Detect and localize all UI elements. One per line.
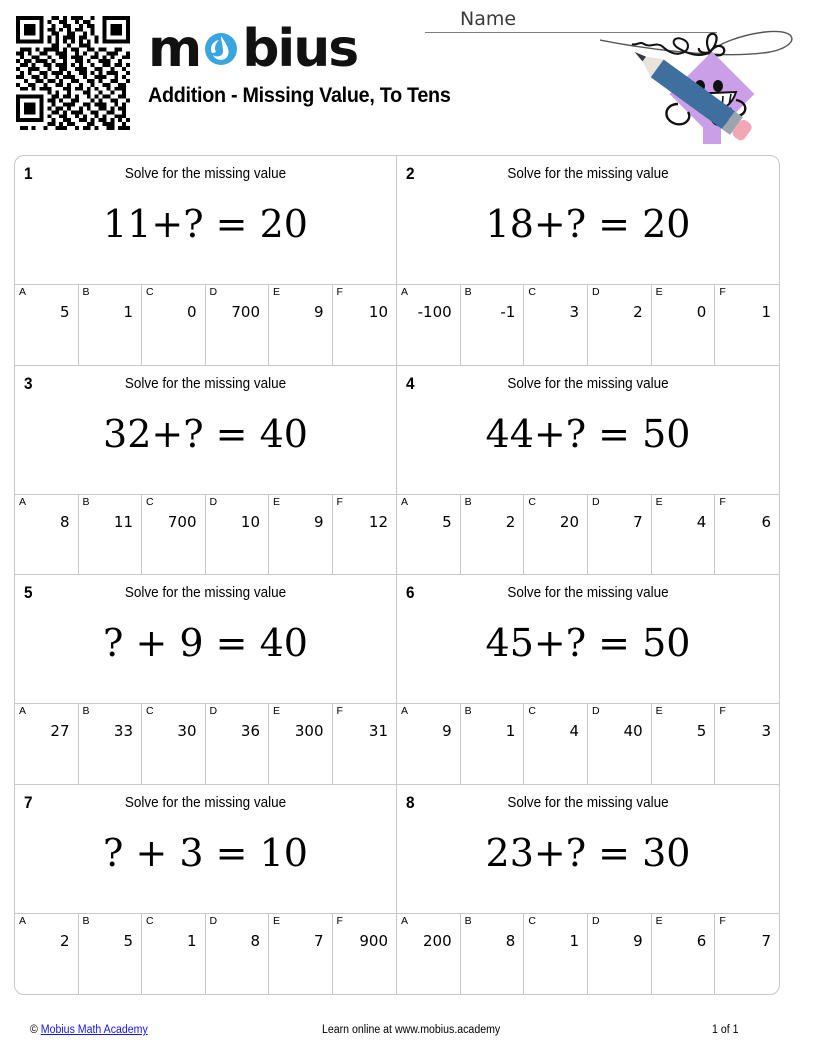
problem-number: 4 xyxy=(406,373,415,393)
answer-choice-letter: D xyxy=(209,914,218,927)
answer-choice[interactable] xyxy=(652,704,716,784)
answer-choice[interactable] xyxy=(397,704,461,784)
answer-choice-value: 0 xyxy=(186,303,197,321)
answer-choice-letter: F xyxy=(719,705,726,717)
answer-choice-letter: A xyxy=(401,286,409,298)
answer-choice-letter: A xyxy=(401,495,409,508)
answer-choice-value: 36 xyxy=(240,722,260,740)
problem-cell xyxy=(15,575,397,785)
problem-grid xyxy=(14,155,780,995)
answer-choice-row xyxy=(15,285,396,365)
answer-choice[interactable] xyxy=(652,495,716,575)
problem-cell xyxy=(397,156,779,366)
answer-choice-letter: B xyxy=(82,914,90,927)
answer-choice-value: 7 xyxy=(313,931,324,950)
answer-choice-letter: A xyxy=(401,705,409,717)
problem-prompt: Solve for the missing value xyxy=(507,794,669,811)
problem-cell xyxy=(15,785,397,995)
answer-choice-value: 5 xyxy=(123,931,133,950)
qr-code[interactable] xyxy=(16,16,130,130)
logo-text-after: bius xyxy=(242,19,358,79)
problem-number: 3 xyxy=(24,373,33,393)
answer-choice[interactable] xyxy=(206,914,270,995)
answer-choice[interactable] xyxy=(142,495,206,575)
problem-cell xyxy=(397,785,779,995)
answer-choice[interactable] xyxy=(142,704,206,784)
answer-choice-letter: A xyxy=(401,914,409,927)
answer-choice[interactable] xyxy=(269,285,333,365)
answer-choice-letter: D xyxy=(209,286,218,298)
answer-choice-letter: E xyxy=(655,286,663,298)
answer-choice-letter: D xyxy=(592,914,600,927)
problem-equation: ? + 3 = 10 xyxy=(103,830,308,875)
answer-choice[interactable] xyxy=(79,704,143,784)
answer-choice-value: 9 xyxy=(442,722,452,740)
answer-choice[interactable] xyxy=(206,495,270,575)
answer-choice[interactable] xyxy=(206,285,270,365)
answer-choice-row xyxy=(397,704,779,784)
page-footer xyxy=(0,1024,815,1048)
answer-choice[interactable] xyxy=(333,285,397,365)
answer-choice-letter: C xyxy=(146,495,154,508)
footer-page-indicator: 1 of 1 xyxy=(712,1024,739,1036)
problem-question-area xyxy=(397,785,779,914)
answer-choice-value: 12 xyxy=(368,512,388,531)
answer-choice-value: 9 xyxy=(313,303,324,321)
answer-choice[interactable] xyxy=(715,914,779,995)
answer-choice-value: 40 xyxy=(623,722,643,740)
worksheet-title: Addition - Missing Value, To Tens xyxy=(148,84,451,107)
copyright-symbol: © xyxy=(30,1024,38,1036)
problem-equation: 18+? = 20 xyxy=(485,202,691,246)
answer-choice-row xyxy=(397,495,779,575)
answer-choice[interactable] xyxy=(79,285,143,365)
answer-choice-letter: C xyxy=(528,914,536,927)
answer-choice-value: 5 xyxy=(442,512,452,531)
answer-choice[interactable] xyxy=(269,914,333,995)
answer-choice[interactable] xyxy=(15,495,79,575)
problem-number: 7 xyxy=(24,792,33,812)
answer-choice-letter: F xyxy=(719,495,726,508)
answer-choice[interactable] xyxy=(333,914,397,995)
answer-choice-letter: C xyxy=(528,495,536,508)
answer-choice-letter: C xyxy=(146,914,154,927)
answer-choice-letter: F xyxy=(336,705,343,717)
answer-choice[interactable] xyxy=(79,495,143,575)
answer-choice-letter: E xyxy=(273,705,281,717)
answer-choice-value: 1 xyxy=(186,931,197,950)
answer-choice-letter: E xyxy=(273,286,281,298)
mobius-math-academy-link[interactable]: Mobius Math Academy xyxy=(40,1024,148,1036)
answer-choice-letter: C xyxy=(146,286,154,298)
answer-choice-value: 1 xyxy=(569,931,579,950)
mascot-character-with-pencil xyxy=(600,8,815,148)
answer-choice-row xyxy=(15,495,396,575)
answer-choice[interactable] xyxy=(142,914,206,995)
answer-choice-row xyxy=(15,914,396,995)
answer-choice[interactable] xyxy=(588,285,652,365)
problem-prompt: Solve for the missing value xyxy=(124,375,287,392)
answer-choice[interactable] xyxy=(588,495,652,575)
answer-choice[interactable] xyxy=(142,285,206,365)
problem-question-area xyxy=(15,156,396,285)
answer-choice[interactable] xyxy=(206,704,270,784)
answer-choice-value: 10 xyxy=(368,303,388,321)
answer-choice[interactable] xyxy=(524,704,588,784)
problem-prompt: Solve for the missing value xyxy=(124,166,287,182)
answer-choice-letter: B xyxy=(464,286,472,298)
answer-choice-value: 9 xyxy=(313,512,324,531)
answer-choice-value: 6 xyxy=(696,931,707,950)
answer-choice-value: 11 xyxy=(113,512,133,531)
answer-choice[interactable] xyxy=(461,495,525,575)
answer-choice-value: 30 xyxy=(177,722,197,740)
problem-prompt: Solve for the missing value xyxy=(507,166,669,182)
problem-equation: 44+? = 50 xyxy=(485,411,691,456)
answer-choice-letter: D xyxy=(209,705,218,717)
answer-choice-letter: D xyxy=(209,495,218,508)
answer-choice-letter: D xyxy=(592,705,600,717)
answer-choice-value: 300 xyxy=(294,722,324,740)
problem-prompt: Solve for the missing value xyxy=(124,585,287,601)
answer-choice-value: 8 xyxy=(250,931,260,950)
problem-prompt: Solve for the missing value xyxy=(124,794,287,811)
problem-question-area xyxy=(397,156,779,285)
answer-choice-value: 33 xyxy=(113,722,133,740)
problem-prompt: Solve for the missing value xyxy=(507,585,669,601)
logo-wordmark xyxy=(148,19,358,79)
answer-choice-letter: D xyxy=(592,286,600,298)
answer-choice-letter: E xyxy=(655,914,663,927)
answer-choice-row xyxy=(397,914,779,995)
problem-question-area xyxy=(15,366,396,495)
problem-equation: 45+? = 50 xyxy=(485,621,691,665)
answer-choice[interactable] xyxy=(79,914,143,995)
answer-choice-value: 700 xyxy=(167,512,197,531)
answer-choice-letter: E xyxy=(655,495,663,508)
answer-choice-value: 1 xyxy=(761,303,771,321)
answer-choice-value: -1 xyxy=(500,303,516,321)
answer-choice-value: 6 xyxy=(761,512,771,531)
answer-choice-letter: B xyxy=(82,495,90,508)
problem-question-area xyxy=(15,575,396,704)
answer-choice-letter: F xyxy=(336,495,343,508)
answer-choice[interactable] xyxy=(652,914,716,995)
answer-choice-letter: F xyxy=(336,286,343,298)
answer-choice-value: -100 xyxy=(417,303,452,321)
footer-learn-online-text: Learn online at www.mobius.academy xyxy=(322,1024,501,1036)
answer-choice-value: 2 xyxy=(633,303,643,321)
answer-choice-value: 3 xyxy=(761,722,771,740)
answer-choice-value: 7 xyxy=(761,931,771,950)
answer-choice-value: 1 xyxy=(505,722,516,740)
answer-choice-value: 8 xyxy=(505,931,516,950)
answer-choice-letter: A xyxy=(19,914,27,927)
answer-choice[interactable] xyxy=(397,285,461,365)
answer-choice[interactable] xyxy=(652,285,716,365)
answer-choice[interactable] xyxy=(333,704,397,784)
answer-choice-value: 5 xyxy=(696,722,707,740)
problem-prompt: Solve for the missing value xyxy=(507,375,669,392)
answer-choice[interactable] xyxy=(524,914,588,995)
answer-choice-value: 4 xyxy=(696,512,707,531)
problem-equation: 23+? = 30 xyxy=(485,830,691,875)
answer-choice-value: 3 xyxy=(569,303,579,321)
answer-choice-letter: E xyxy=(273,914,281,927)
problem-question-area xyxy=(15,785,396,914)
answer-choice-letter: E xyxy=(655,705,663,717)
problem-number: 6 xyxy=(406,583,415,602)
answer-choice-letter: D xyxy=(592,495,600,508)
answer-choice-value: 10 xyxy=(240,512,260,531)
answer-choice-value: 9 xyxy=(633,931,643,950)
answer-choice-letter: F xyxy=(336,914,343,927)
answer-choice-letter: F xyxy=(719,914,726,927)
problem-number: 2 xyxy=(406,164,415,183)
answer-choice-letter: E xyxy=(273,495,281,508)
answer-choice-value: 200 xyxy=(423,931,452,950)
footer-copyright xyxy=(30,1024,148,1036)
answer-choice[interactable] xyxy=(524,495,588,575)
problem-number: 1 xyxy=(24,164,33,183)
answer-choice[interactable] xyxy=(715,495,779,575)
answer-choice[interactable] xyxy=(588,914,652,995)
answer-choice-value: 4 xyxy=(569,722,579,740)
problem-number: 5 xyxy=(24,583,33,602)
answer-choice[interactable] xyxy=(15,704,79,784)
answer-choice[interactable] xyxy=(588,704,652,784)
problem-equation: 32+? = 40 xyxy=(103,411,308,456)
answer-choice-value: 5 xyxy=(59,303,70,321)
problem-equation: ? + 9 = 40 xyxy=(103,621,308,665)
answer-choice-value: 1 xyxy=(123,303,133,321)
page-header xyxy=(0,0,815,148)
answer-choice[interactable] xyxy=(461,285,525,365)
answer-choice[interactable] xyxy=(269,704,333,784)
problem-cell xyxy=(15,366,397,576)
answer-choice-value: 27 xyxy=(50,722,70,740)
answer-choice-letter: A xyxy=(19,495,27,508)
answer-choice-value: 2 xyxy=(505,512,516,531)
answer-choice-row xyxy=(15,704,396,784)
answer-choice-letter: B xyxy=(82,286,90,298)
answer-choice-value: 20 xyxy=(559,512,579,531)
answer-choice[interactable] xyxy=(715,285,779,365)
answer-choice-letter: C xyxy=(528,705,536,717)
mobius-swirl-icon xyxy=(201,29,241,69)
answer-choice-value: 7 xyxy=(633,512,643,531)
answer-choice-letter: B xyxy=(82,705,90,717)
problem-question-area xyxy=(397,366,779,495)
answer-choice[interactable] xyxy=(15,285,79,365)
answer-choice-value: 900 xyxy=(359,931,388,950)
problem-cell xyxy=(15,156,397,366)
problem-number: 8 xyxy=(406,792,415,812)
answer-choice[interactable] xyxy=(269,495,333,575)
answer-choice-value: 2 xyxy=(59,931,70,950)
problem-cell xyxy=(397,575,779,785)
answer-choice-letter: B xyxy=(464,914,472,927)
answer-choice[interactable] xyxy=(397,914,461,995)
answer-choice[interactable] xyxy=(333,495,397,575)
logo-text-before: m xyxy=(148,19,201,79)
answer-choice-value: 31 xyxy=(368,722,388,740)
answer-choice[interactable] xyxy=(715,704,779,784)
answer-choice-letter: A xyxy=(19,286,27,298)
problem-equation: 11+? = 20 xyxy=(103,202,308,246)
problem-cell xyxy=(397,366,779,576)
name-label: Name xyxy=(460,8,517,30)
answer-choice[interactable] xyxy=(461,914,525,995)
answer-choice[interactable] xyxy=(397,495,461,575)
answer-choice-row xyxy=(397,285,779,365)
answer-choice[interactable] xyxy=(461,704,525,784)
qr-code-graphic xyxy=(16,16,130,130)
answer-choice-value: 8 xyxy=(59,512,70,531)
answer-choice-value: 700 xyxy=(231,303,260,321)
problem-question-area xyxy=(397,575,779,704)
answer-choice-letter: B xyxy=(464,705,472,717)
answer-choice-letter: C xyxy=(528,286,536,298)
answer-choice-letter: A xyxy=(19,705,27,717)
answer-choice-letter: B xyxy=(464,495,472,508)
answer-choice-letter: C xyxy=(146,705,154,717)
answer-choice[interactable] xyxy=(15,914,79,995)
answer-choice-letter: F xyxy=(719,286,726,298)
answer-choice-value: 0 xyxy=(696,303,707,321)
answer-choice[interactable] xyxy=(524,285,588,365)
